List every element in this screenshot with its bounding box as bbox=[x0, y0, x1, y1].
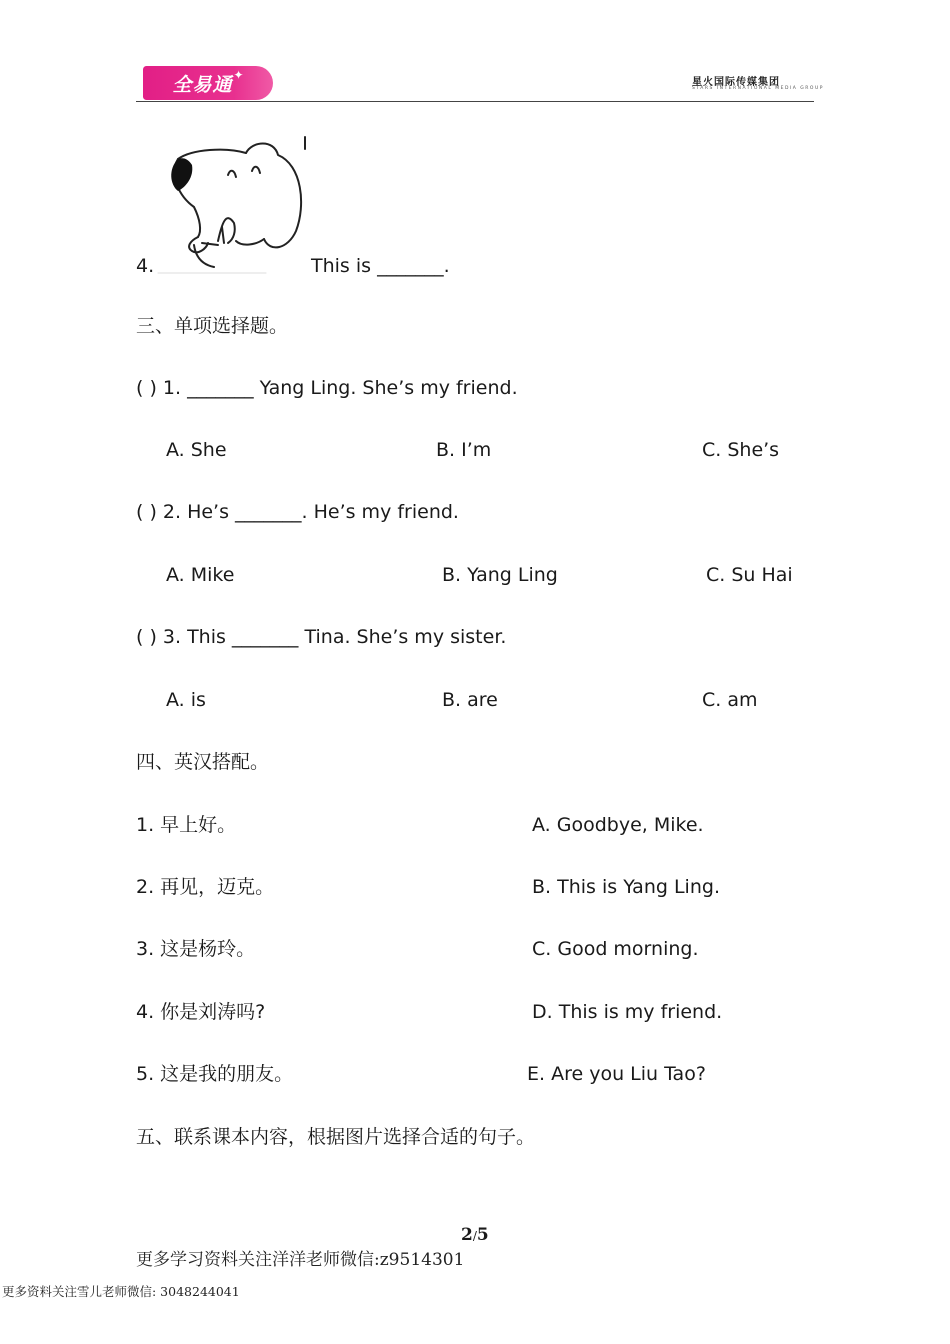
match-right-item: D. This is my friend. bbox=[532, 1001, 723, 1023]
match-right-item: C. Good morning. bbox=[532, 938, 699, 960]
option-c: C. am bbox=[702, 689, 758, 711]
match-left-item: 2. 再见，迈克。 bbox=[136, 876, 275, 898]
option-b: B. I’m bbox=[436, 439, 492, 461]
brand-logo bbox=[143, 66, 273, 100]
mouse-illustration bbox=[156, 135, 308, 275]
publisher-name: 星火国际传媒集团 bbox=[692, 77, 780, 88]
brand-logo-text: 全易通 bbox=[172, 73, 233, 96]
option-b: B. Yang Ling bbox=[442, 564, 558, 586]
section-title: 三、单项选择题。 bbox=[136, 315, 289, 337]
option-c: C. She’s bbox=[702, 439, 780, 461]
page-separator: / bbox=[472, 1229, 477, 1243]
publisher-name-en: STARS INTERNATIONAL MEDIA GROUP bbox=[692, 86, 824, 91]
question-sentence: This is _______. bbox=[311, 255, 450, 277]
question-stem: ( ) 3. This _______ Tina. She’s my sister. bbox=[136, 626, 507, 648]
option-b: B. are bbox=[442, 689, 498, 711]
page-number bbox=[461, 1225, 489, 1245]
option-a: A. Mike bbox=[166, 564, 235, 586]
match-right-item: A. Goodbye, Mike. bbox=[532, 814, 704, 836]
section-title: 四、英汉搭配。 bbox=[136, 751, 270, 773]
header-divider bbox=[136, 101, 814, 102]
option-c: C. Su Hai bbox=[706, 564, 793, 586]
footer-promo: 更多学习资料关注洋洋老师微信:z9514301 bbox=[136, 1250, 465, 1270]
match-left-item: 3. 这是杨玲。 bbox=[136, 938, 256, 960]
match-right-item: B. This is Yang Ling. bbox=[532, 876, 720, 898]
question-stem: ( ) 2. He’s _______. He’s my friend. bbox=[136, 501, 459, 523]
match-left-item: 4. 你是刘涛吗? bbox=[136, 1001, 266, 1023]
page-total: 5 bbox=[476, 1225, 489, 1245]
match-left-item: 1. 早上好。 bbox=[136, 814, 237, 836]
page-current: 2 bbox=[461, 1225, 473, 1245]
option-a: A. She bbox=[166, 439, 227, 461]
footer-promo-secondary: 更多资料关注雪儿老师微信: 3048244041 bbox=[2, 1284, 240, 1299]
sparkle-icon: ✦ bbox=[233, 68, 244, 82]
option-a: A. is bbox=[166, 689, 206, 711]
match-right-item: E. Are you Liu Tao? bbox=[527, 1063, 706, 1085]
section-title: 五、联系课本内容，根据图片选择合适的句子。 bbox=[136, 1126, 536, 1148]
question-number: 4. bbox=[136, 255, 155, 277]
question-stem: ( ) 1. _______ Yang Ling. She’s my friend. bbox=[136, 377, 518, 399]
match-left-item: 5. 这是我的朋友。 bbox=[136, 1063, 294, 1085]
